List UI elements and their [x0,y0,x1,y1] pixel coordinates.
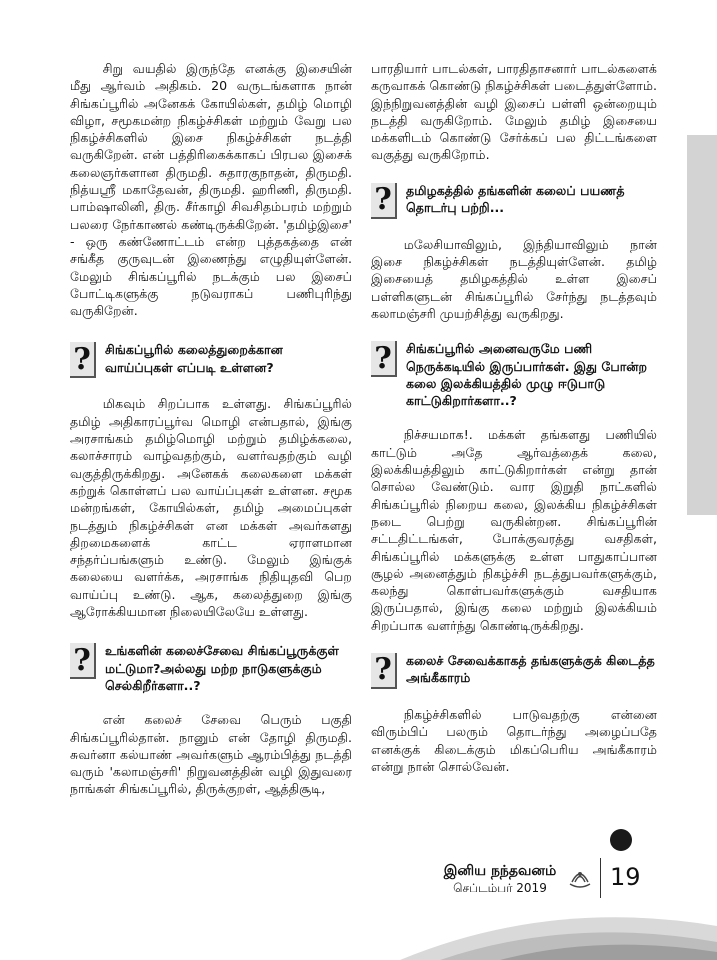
question-mark-icon: ? [70,342,96,378]
question-mark-icon: ? [371,341,397,377]
answer-paragraph: நிகழ்ச்சிகளில் பாடுவதற்கு என்னை விரும்பிப் பலரும் தொடர்ந்து அழைப்பதே எனக்குக் கிடைக்கும் மிகப்பெரிய அங்கீகாரம் என்று நான் சொல்வேன். [371,707,657,774]
question-heading: உங்களின் கலைச்சேவை சிங்கப்பூருக்குள் மட்டுமா?அல்லது மற்ற நாடுகளுக்கும் செல்கிறீர்களா..? [105,643,339,693]
end-dot-icon [610,829,632,851]
intro-paragraph: சிறு வயதில் இருந்தே எனக்கு இசையின் மீது ஆர்வம் அதிகம். 20 வருடங்களாக நான் சிங்கப்பூரில் அனேகக் கோயில்கள், தமிழ் மொழி விழா, சமூகமன்ற நிகழ்ச்சிகள் மற்றும் வேறு பல நிகழ்ச்சிகளில் இசை நிகழ்ச்சிகள் நடத்தி வருகிறேன். என் பத்திரிகைக்காகப் பிரபல இசைக் கலைஞர்களான திருமதி. சுதாரகுநாதன், திருமதி. நித்யஸ்ரீ மகாதேவன், திருமதி. ஹரிணி, திருமதி. பாம்ஷாலினி, திரு. சீர்காழி சிவசிதம்பரம் மற்றும் பலரை நேர்காணல் கண்டிருக்கிறேன். 'தமிழ்இசை' - ஒரு கண்ணோட்டம் என்ற புத்தகத்தை என் சங்கீத குருவுடன் இணைந்து எழுதியுள்ளேன். மேலும் சிங்கப்பூரில் நடக்கும் பல இசைப் போட்டிகளுக்கு நடுவராகப் பணிபுரிந்து வருகிறேன். [70,61,352,319]
decorative-arcs-icon [400,908,717,960]
answer-paragraph: மிகவும் சிறப்பாக உள்ளது. சிங்கப்பூரில் தமிழ் அதிகாரப்பூர்வ மொழி என்பதால், இங்கு அரசாங்கம் தமிழ்மொழி மற்றும் தமிழ்க்கலை, கலாச்சாரம் வாழ்வதற்கும், வளர்வதற்கும் வழி வகுத்திருக்கிறது. அனேகக் கலைகளை மக்கள் கற்றுக் கொள்ளப் பல வாய்ப்புகள் உள்ளன. சமூக மன்றங்கள், கோயில்கள், தமிழ் அமைப்புகள் நடத்தும் நிகழ்ச்சிகள் என மக்கள் அவர்களது திறமைகளைக் காட்ட ஏராளமான சந்தர்ப்பங்களும் உண்டு. மேலும் இங்குக் கலையை வளர்க்க, அரசாங்க நிதியுதவி பெற வாய்ப்பு உண்டு. ஆக, கலைத்துறை இங்கு ஆரோக்கியமான நிலையிலேயே உள்ளது. [70,396,352,620]
question-mark-icon: ? [371,653,397,689]
left-column [70,60,352,798]
magazine-logo-icon [566,862,594,890]
answer-paragraph: என் கலைச் சேவை பெரும் பகுதி சிங்கப்பூரில்தான். நானும் என் தோழி திருமதி. சுவர்னா கல்யாண் அவர்களும் ஆரம்பித்து நடத்தி வரும் 'கலாமஞ்சரி' நிறுவனத்தின் வழி இதுவரை நாங்கள் சிங்கப்பூரில், திருக்குறள், ஆத்திசூடி, [70,712,352,797]
question-heading: கலைச் சேவைக்காகத் தங்களுக்குக் கிடைத்த அங்கீகாரம் [406,653,655,686]
magazine-name: இனிய நந்தவனம் [443,863,557,879]
question-block [371,652,657,689]
question-heading: சிங்கப்பூரில் அனைவருமே பணி நெருக்கடியில் இருப்பார்கள். இது போன்ற கலை இலக்கியத்தில் முழு ஈடுபாடு காட்டுகிறார்களா..? [406,341,648,409]
issue-date: செப்டம்பர் 2019 [453,881,547,895]
continued-paragraph: பாரதியார் பாடல்கள், பாரதிதாசனார் பாடல்களைக் கருவாகக் கொண்டு நிகழ்ச்சிகள் படைத்துள்ளோம். இந்நிறுவனத்தின் வழி இசைப் பள்ளி ஒன்றையும் நடத்தி வருகிறோம். மேலும் தமிழ் இசையை மக்களிடம் கொண்டு சேர்க்கப் பல திட்டங்களை வகுத்து வருகிறோம். [371,61,657,163]
right-column [371,60,657,775]
question-block [371,340,657,409]
question-block [371,182,657,219]
question-mark-icon: ? [70,643,96,679]
answer-paragraph: நிச்சயமாக!. மக்கள் தங்களது பணியில் காட்டும் அதே ஆர்வத்தைக் கலை, இலக்கியத்திலும் காட்டுகிறார்கள் என்று தான் சொல்ல வேண்டும். வார இறுதி நாட்களில் சிங்கப்பூரில் நிறைய கலை, இலக்கிய நிகழ்ச்சிகள் நடை பெற்று வருகின்றன. சிங்கப்பூரின் சட்டதிட்டங்கள், போக்குவரத்து வசதிகள், சிங்கப்பூரில் மக்களுக்கு உள்ள பாதுகாப்பான சூழல் அனைத்தும் நிகழ்ச்சி நடத்துபவர்களுக்கும், கலந்து கொள்பவர்களுக்கும் வசதியாக இருப்பதால், இங்கு கலை மற்றும் இலக்கியம் சிறப்பாக வளர்ந்து கொண்டிருக்கிறது. [371,427,657,633]
question-mark-icon: ? [371,183,397,219]
question-block [70,642,352,694]
footer-brand [432,862,568,896]
page-number: 19 [610,863,641,891]
question-heading: சிங்கப்பூரில் கலைத்துறைக்கான வாய்ப்புகள் எப்படி உள்ளன? [105,342,283,375]
answer-paragraph: மலேசியாவிலும், இந்தியாவிலும் நான் இசை நிகழ்ச்சிகள் நடத்தியுள்ளேன். தமிழ் இசையைத் தமிழகத்தில் உள்ள இசைப் பள்ளிகளுடன் சிங்கப்பூரில் சேர்ந்து நடத்தவும் கலாமஞ்சரி முயற்சித்து வருகிறது. [371,236,657,321]
footer-divider [600,858,601,898]
side-tab [687,135,717,515]
question-heading: தமிழகத்தில் தங்களின் கலைப் பயணத் தொடர்பு பற்றி... [406,182,625,216]
question-block [70,341,352,378]
